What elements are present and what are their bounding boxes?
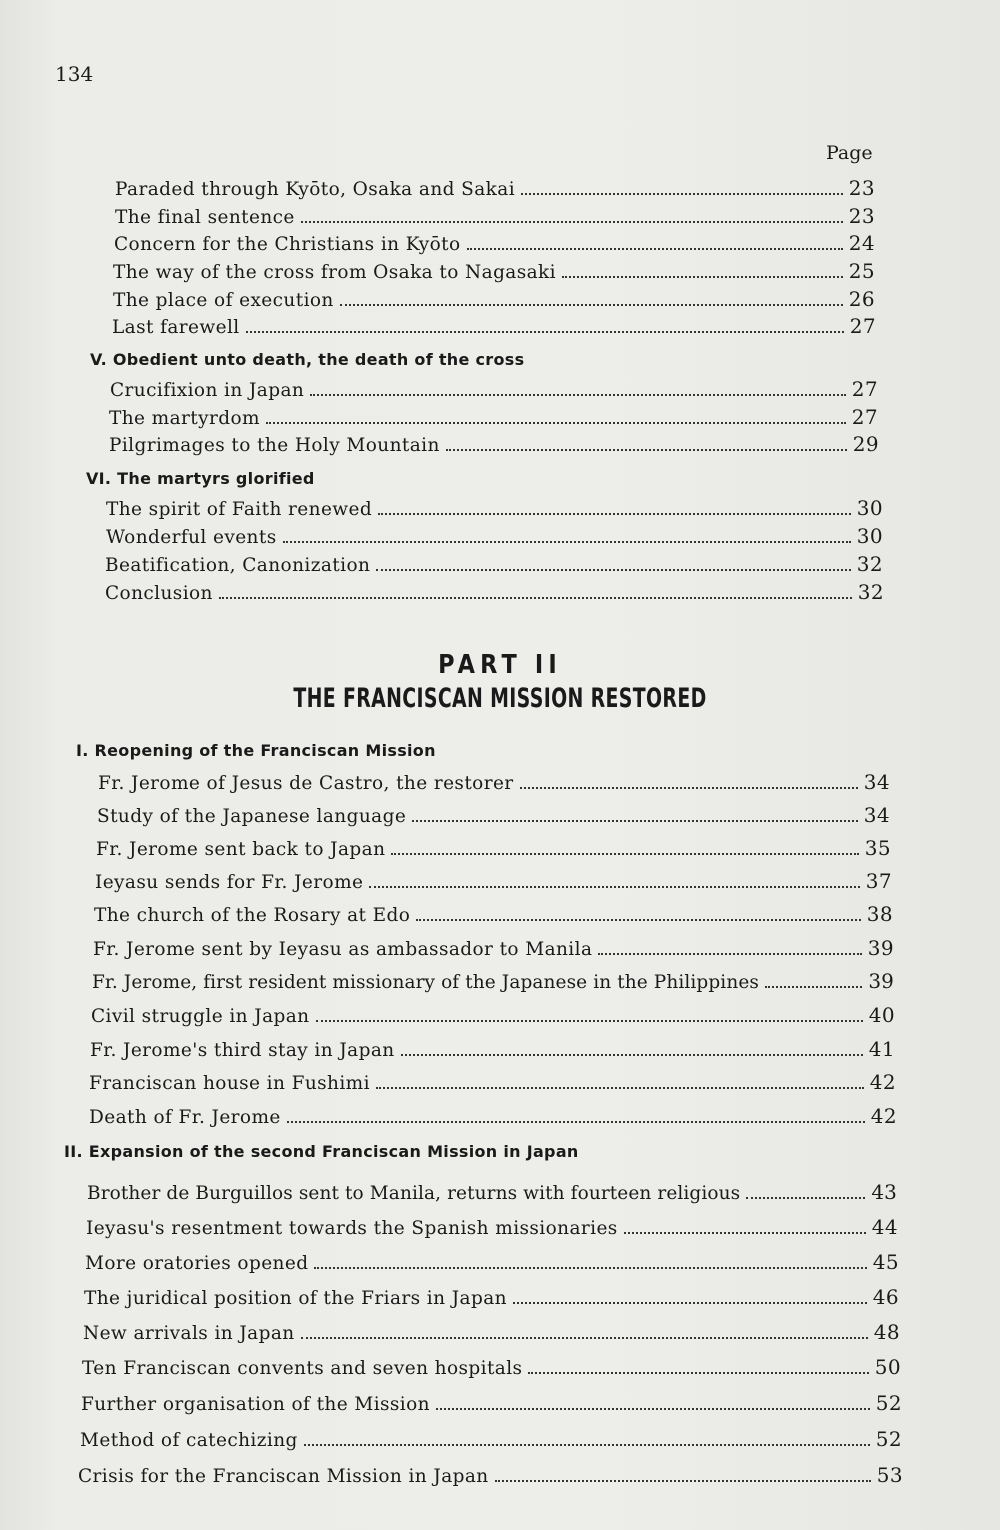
toc-entry: Franciscan house in Fushimi 42 [89, 1070, 896, 1094]
toc-entry: Ieyasu's resentment towards the Spanish missionaries 44 [86, 1215, 898, 1239]
toc-entry: Death of Fr. Jerome 42 [89, 1104, 897, 1128]
toc-entry: Beatification, Canonization 32 [105, 552, 883, 576]
toc-entry: Method of catechizing 52 [80, 1427, 902, 1451]
toc-entry: Ten Franciscan convents and seven hospitals 50 [82, 1355, 901, 1379]
page-column-label: Page [826, 142, 873, 164]
toc-entry: Pilgrimages to the Holy Mountain 29 [109, 432, 879, 456]
toc-entry: The spirit of Faith renewed 30 [106, 496, 883, 520]
toc-entry: Crucifixion in Japan 27 [110, 377, 878, 401]
toc-entry: More oratories opened 45 [85, 1250, 899, 1274]
toc-entry: The way of the cross from Osaka to Nagasaki 25 [113, 259, 875, 283]
toc-entry: Fr. Jerome of Jesus de Castro, the restorer 34 [98, 770, 890, 794]
toc-entry: Further organisation of the Mission 52 [81, 1391, 902, 1415]
toc-entry: Fr. Jerome sent back to Japan 35 [96, 836, 891, 860]
section-heading-i: I. Reopening of the Franciscan Mission [76, 741, 436, 760]
toc-entry: The church of the Rosary at Edo 38 [94, 902, 893, 926]
toc-entry: The juridical position of the Friars in Japan 46 [84, 1285, 899, 1309]
toc-entry: Fr. Jerome, first resident missionary of the Japanese in the Philippines 39 [92, 969, 894, 993]
toc-entry: New arrivals in Japan 48 [83, 1320, 900, 1344]
toc-entry: The place of execution 26 [113, 287, 875, 311]
page-number: 134 [55, 62, 94, 86]
section-heading-ii: II. Expansion of the second Franciscan Mission in Japan [64, 1142, 579, 1161]
toc-entry: Crisis for the Franciscan Mission in Japan 53 [78, 1463, 903, 1487]
toc-entry: Brother de Burguillos sent to Manila, returns with fourteen religious 43 [87, 1180, 897, 1204]
toc-entry: Fr. Jerome's third stay in Japan 41 [90, 1037, 895, 1061]
section-heading-vi: VI. The martyrs glorified [86, 469, 315, 488]
section-heading-v: V. Obedient unto death, the death of the cross [90, 350, 525, 369]
toc-entry: Concern for the Christians in Kyōto 24 [114, 231, 875, 255]
toc-entry: Civil struggle in Japan 40 [91, 1003, 895, 1027]
toc-entry: Fr. Jerome sent by Ieyasu as ambassador to Manila 39 [93, 936, 894, 960]
part-title: PART II [438, 650, 562, 680]
toc-entry: Last farewell 27 [112, 314, 876, 338]
toc-entry: Wonderful events 30 [106, 524, 883, 548]
toc-entry: The final sentence 23 [115, 204, 875, 228]
toc-entry: The martyrdom 27 [109, 405, 878, 429]
toc-entry: Ieyasu sends for Fr. Jerome 37 [95, 869, 892, 893]
toc-entry: Paraded through Kyōto, Osaka and Sakai 23 [115, 176, 875, 200]
toc-entry: Study of the Japanese language 34 [97, 803, 890, 827]
part-subtitle: THE FRANCISCAN MISSION RESTORED [293, 683, 707, 714]
toc-entry: Conclusion 32 [105, 580, 884, 604]
